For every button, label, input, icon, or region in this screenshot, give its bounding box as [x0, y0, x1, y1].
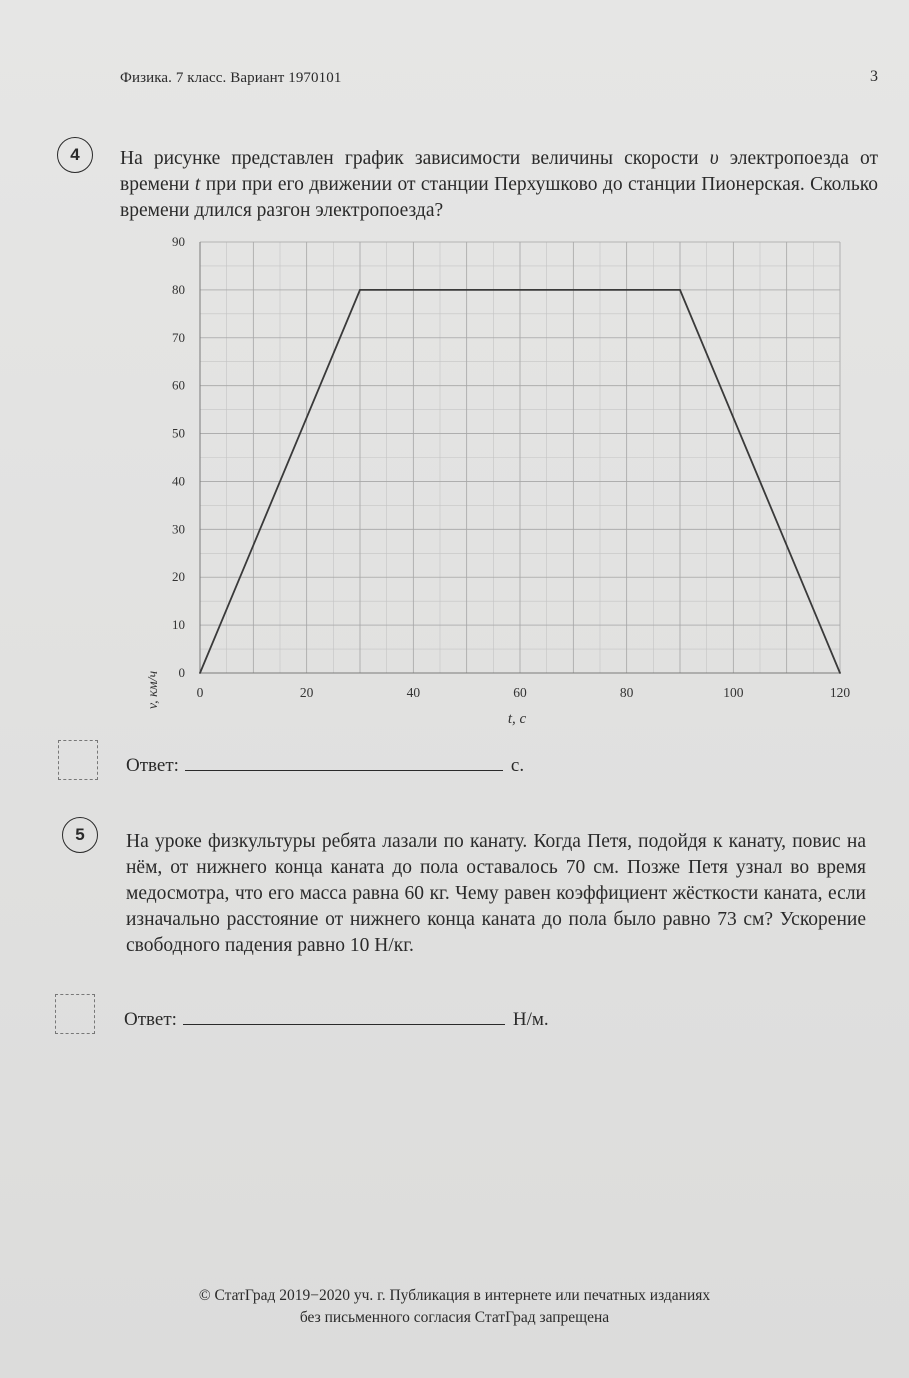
- x-tick-label: 100: [723, 685, 744, 700]
- velocity-series-point: [679, 289, 681, 291]
- velocity-time-chart: [130, 228, 860, 734]
- chart-y-tick-labels: [172, 234, 185, 680]
- x-tick-label: 80: [619, 685, 634, 700]
- task-4-text-part3: при при его движении от станции Перхушково до станции Пионерская. Сколько времени длился разгон электропоезда?: [120, 174, 878, 221]
- y-tick-label: 20: [172, 569, 185, 585]
- y-tick-label: 0: [178, 665, 185, 680]
- task-4-symbol-t: t: [194, 174, 201, 195]
- y-tick-label: 30: [172, 521, 185, 537]
- x-tick-label: 20: [299, 685, 314, 700]
- task-5-number: 5: [62, 817, 98, 853]
- velocity-series-point: [359, 289, 361, 291]
- copyright-footer: [0, 1285, 909, 1329]
- x-tick-label: 120: [829, 685, 851, 700]
- task-4-text-part2: электропоезда от времени: [120, 148, 879, 195]
- y-tick-label: 70: [172, 329, 185, 345]
- velocity-series-point: [199, 672, 201, 674]
- x-tick-label: 60: [513, 685, 527, 700]
- chart-x-tick-labels: [197, 685, 851, 700]
- y-tick-label: 90: [172, 234, 185, 249]
- x-tick-label: 40: [406, 685, 421, 700]
- task-5-text: На уроке физкультуры ребята лазали по канату. Когда Петя, подойдя к канату, повис на нём, от нижнего конца каната до пола оставалось 70 см. Позже Петя узнал во время медосмотра, что его масса равна 60 кг. Чему равен коэффициент жёсткости каната, если изначально расстояние от нижнего конца каната до пола было равно 73 см? Ускорение свободного падения равно 10 Н/кг.: [126, 831, 866, 956]
- footer-line-2: без письменного согласия СтатГрад запрещена: [299, 1309, 610, 1326]
- x-tick-label: 0: [196, 685, 204, 700]
- task-5-answer-box[interactable]: [55, 994, 95, 1034]
- chart-x-axis-label: t, c: [507, 711, 527, 727]
- y-tick-label: 60: [172, 377, 185, 393]
- velocity-series-point: [839, 672, 841, 674]
- task-5-answer-row: [124, 1006, 549, 1031]
- page-number: 3: [870, 68, 878, 85]
- footer-line-1: © СтатГрад 2019−2020 уч. г. Публикация в интернете или печатных изданиях: [198, 1287, 711, 1304]
- y-tick-label: 10: [172, 617, 185, 633]
- task-4-number: 4: [57, 137, 93, 173]
- y-tick-label: 40: [172, 473, 185, 489]
- task-4-answer-field[interactable]: [185, 752, 503, 771]
- page-header: Физика. 7 класс. Вариант 1970101: [120, 70, 342, 86]
- task-4-answer-row: [126, 752, 524, 777]
- y-tick-label: 50: [172, 425, 185, 441]
- y-tick-label: 80: [172, 281, 185, 297]
- task-4-text-part1: На рисунке представлен график зависимости величины скорости: [120, 148, 710, 169]
- task-5-answer-label: Ответ:: [124, 1009, 177, 1030]
- task-5-answer-unit: Н/м.: [512, 1009, 549, 1030]
- task-4-symbol-v: υ: [709, 148, 719, 169]
- task-4-answer-label: Ответ:: [126, 755, 179, 776]
- task-4-text: [120, 146, 878, 224]
- task-4-answer-unit: с.: [510, 755, 525, 776]
- task-5-answer-field[interactable]: [183, 1006, 505, 1025]
- task-4-answer-box[interactable]: [58, 740, 98, 780]
- chart-y-axis-label: v, км/ч: [146, 670, 161, 710]
